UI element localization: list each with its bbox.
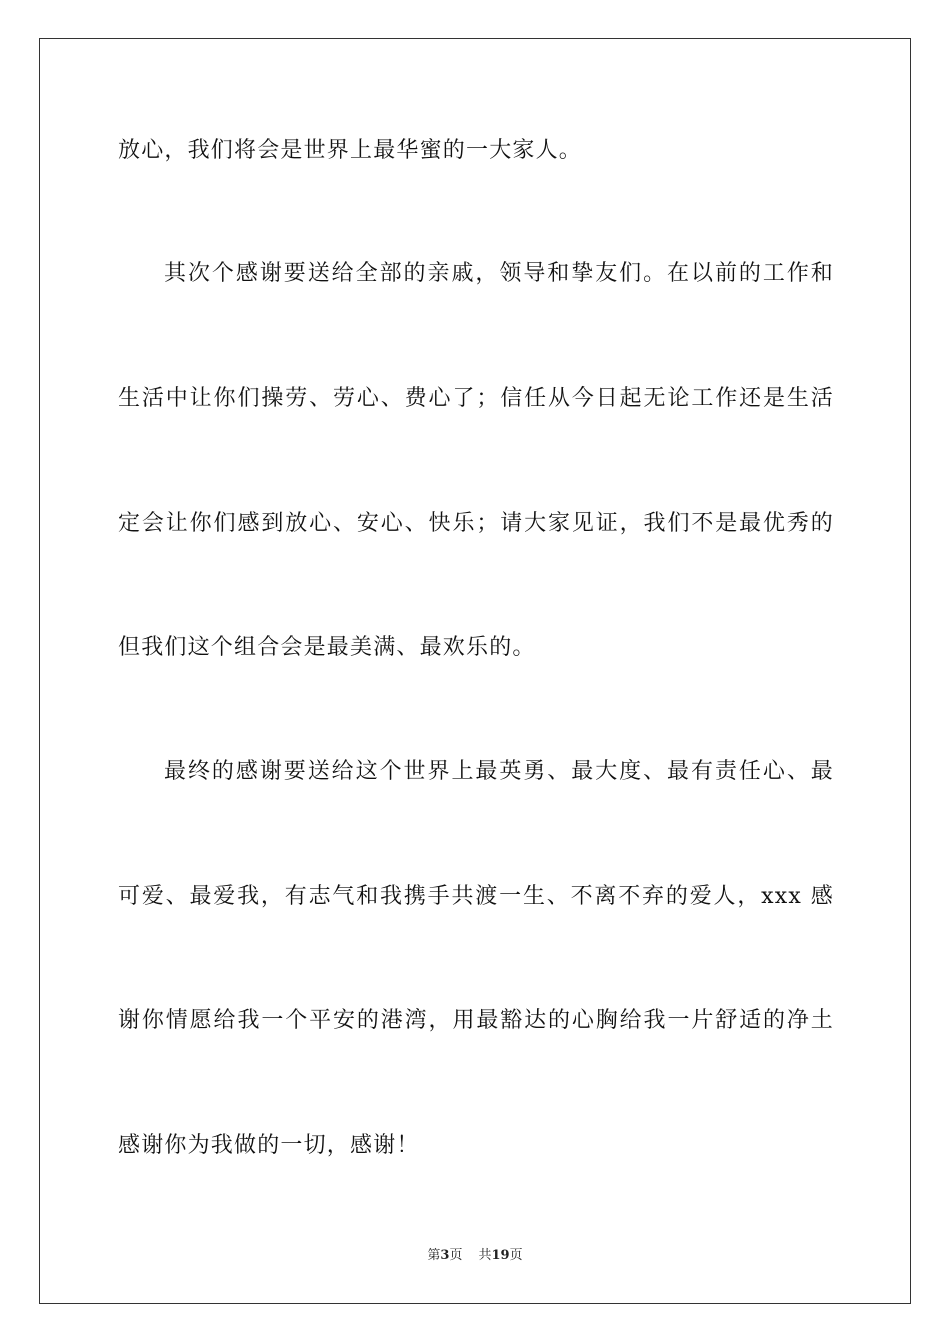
total-prefix: 共	[478, 1248, 492, 1263]
text-line-4: 定会让你们感到放心、安心、快乐；请大家见证，我们不是最优秀的	[118, 511, 834, 536]
page-suffix: 页	[449, 1248, 463, 1263]
text-line-8: 谢你情愿给我一个平安的港湾，用最豁达的心胸给我一片舒适的净土	[118, 1008, 834, 1033]
text-line-3: 生活中让你们操劳、劳心、费心了；信任从今日起无论工作还是生活	[118, 386, 834, 411]
text-line-5: 但我们这个组合会是最美满、最欢乐的。	[118, 635, 536, 660]
total-pages: 19	[491, 1248, 510, 1263]
total-suffix: 页	[509, 1248, 523, 1263]
text-line-9: 感谢你为我做的一切，感谢！	[118, 1133, 420, 1158]
text-line-1: 放心，我们将会是世界上最华蜜的一大家人。	[118, 138, 583, 163]
page-border	[39, 38, 911, 1304]
text-line-2: 其次个感谢要送给全部的亲戚，领导和挚友们。在以前的工作和	[164, 261, 834, 286]
text-line-6: 最终的感谢要送给这个世界上最英勇、最大度、最有责任心、最	[164, 759, 834, 784]
page-prefix: 第	[427, 1248, 441, 1263]
text-line-7: 可爱、最爱我，有志气和我携手共渡一生、不离不弃的爱人，xxx 感	[118, 884, 834, 909]
page-number: 3	[440, 1248, 450, 1263]
page-footer	[0, 1247, 950, 1265]
